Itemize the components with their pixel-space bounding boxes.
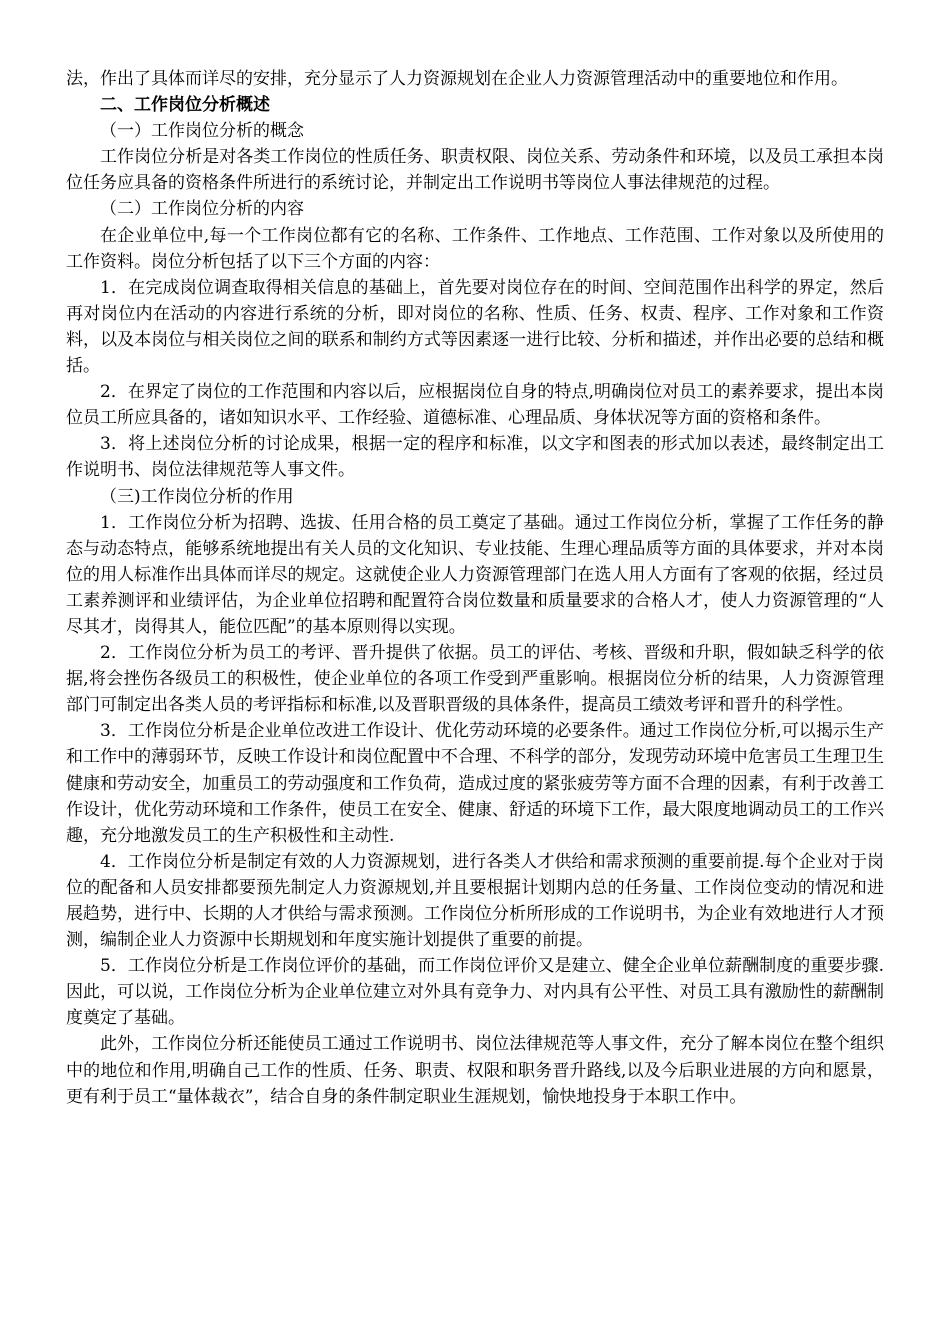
role-item-4: 4．工作岗位分析是制定有效的人力资源规划，进行各类人才供给和需求预测的重要前提.每个企业对于岗位的配备和人员安排都要预先制定人力资源规划,并且要根据计划期内总的任务量、工作岗位变动的情况和进展趋势，进行中、长期的人才供给与需求预测。工作岗位分析所形成的工作说明书，为企业有效地进行人才预测，编制企业人力资源中长期规划和年度实施计划提供了重要的前提。 <box>66 851 884 951</box>
continuation-paragraph: 法，作出了具体而详尽的安排，充分显示了人力资源规划在企业人力资源管理活动中的重要地位和作用。 <box>66 69 848 89</box>
content-item-1: 1．在完成岗位调查取得相关信息的基础上，首先要对岗位存在的时间、空间范围作出科学的界定，然后再对岗位内在活动的内容进行系统的分析，即对岗位的名称、性质、任务、权责、程序、工作对象和工作资料，以及本岗位与相关岗位之间的联系和制约方式等因素逐一进行比较、分析和描述，并作出必要的总结和概括。 <box>66 277 884 377</box>
content-intro-paragraph: 在企业单位中,每一个工作岗位都有它的名称、工作条件、工作地点、工作范围、工作对象以及所使用的工作资料。岗位分析包括了以下三个方面的内容： <box>66 225 884 272</box>
role-item-1: 1．工作岗位分析为招聘、选拔、任用合格的员工奠定了基础。通过工作岗位分析，掌握了工作任务的静态与动态特点，能够系统地提出有关人员的文化知识、专业技能、生理心理品质等方面的具体要求，并对本岗位的用人标准作出具体而详尽的规定。这就使企业人力资源管理部门在选人用人方面有了客观的依据，经过员工素养测评和业绩评估，为企业单位招聘和配置符合岗位数量和质量要求的合格人才，使人力资源管理的“人尽其才，岗得其人，能位匹配”的基本原则得以实现。 <box>66 512 884 637</box>
content-item-3: 3．将上述岗位分析的讨论成果，根据一定的程序和标准，以文字和图表的形式加以表述，最终制定出工作说明书、岗位法律规范等人事文件。 <box>66 434 884 481</box>
concept-paragraph: 工作岗位分析是对各类工作岗位的性质任务、职责权限、岗位关系、劳动条件和环境，以及员工承担本岗位任务应具备的资格条件所进行的系统讨论，并制定出工作说明书等岗位人事法律规范的过程。 <box>66 147 884 194</box>
role-item-3: 3．工作岗位分析是企业单位改进工作设计、优化劳动环境的必要条件。通过工作岗位分析,可以揭示生产和工作中的薄弱环节，反映工作设计和岗位配置中不合理、不科学的部分，发现劳动环境中危害员工生理卫生健康和劳动安全，加重员工的劳动强度和工作负荷，造成过度的紧张疲劳等方面不合理的因素，有利于改善工作设计，优化劳动环境和工作条件，使员工在安全、健康、舒适的环境下工作，最大限度地调动员工的工作兴趣，充分地激发员工的生产积极性和主动性. <box>66 721 884 846</box>
subsection-title-concept: （一）工作岗位分析的概念 <box>100 121 304 142</box>
role-item-5: 5．工作岗位分析是工作岗位评价的基础，而工作岗位评价又是建立、健全企业单位薪酬制度的重要步骤.因此，可以说，工作岗位分析为企业单位建立对外具有竞争力、对内具有公平性、对员工具有激励性的薪酬制度奠定了基础。 <box>66 956 884 1029</box>
role-item-2: 2．工作岗位分析为员工的考评、晋升提供了依据。员工的评估、考核、晋级和升职，假如缺乏科学的依据,将会挫伤各级员工的积极性，使企业单位的各项工作受到严重影响。根据岗位分析的结果，人力资源管理部门可制定出各类人员的考评指标和标准,以及晋职晋级的具体条件，提高员工绩效考评和晋升的科学性。 <box>66 643 884 716</box>
content-item-2: 2．在界定了岗位的工作范围和内容以后，应根据岗位自身的特点,明确岗位对员工的素养要求，提出本岗位员工所应具备的，诸如知识水平、工作经验、道德标准、心理品质、身体状况等方面的资格和条件。 <box>66 382 884 429</box>
subsection-title-role: （三)工作岗位分析的作用 <box>100 486 294 507</box>
closing-paragraph: 此外，工作岗位分析还能使员工通过工作说明书、岗位法律规范等人事文件，充分了解本岗位在整个组织中的地位和作用,明确自己工作的性质、任务、职责、权限和职务晋升路线,以及今后职业进展的方向和愿景，更有利于员工“量体裁衣”，结合自身的条件制定职业生涯规划，愉快地投身于本职工作中。 <box>66 1034 884 1107</box>
document-page <box>66 66 884 1110</box>
section-title: 二、工作岗位分析概述 <box>100 95 270 116</box>
subsection-title-content: （二）工作岗位分析的内容 <box>100 199 304 220</box>
